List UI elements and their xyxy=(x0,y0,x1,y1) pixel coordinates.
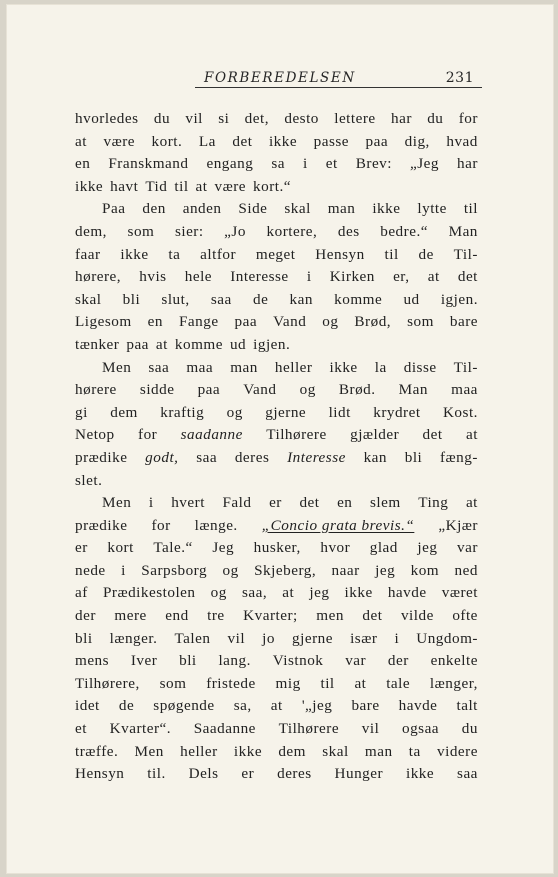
text-word: saa xyxy=(148,358,170,376)
text-word: faar xyxy=(75,245,101,263)
text-word: har xyxy=(457,155,478,173)
text-word: det xyxy=(457,268,478,286)
text-word: ogsaa xyxy=(401,720,440,738)
text-word: prædike xyxy=(75,516,128,534)
text-word: talt xyxy=(456,697,478,715)
text-word: være xyxy=(103,132,136,150)
running-title: FORBEREDELSEN xyxy=(204,70,356,86)
text-word: prædike xyxy=(75,448,128,466)
text-word: La xyxy=(198,132,216,150)
text-word: slut, xyxy=(161,290,190,308)
text-word: Side xyxy=(238,200,268,218)
text-line xyxy=(75,628,478,651)
text-word: for xyxy=(138,426,158,444)
text-word: længe. xyxy=(194,516,238,534)
text-word: kraftig xyxy=(160,403,205,421)
text-word: Paa xyxy=(102,200,126,218)
text-word: hele xyxy=(184,268,213,286)
text-word: bare xyxy=(351,697,380,715)
text-word: ikke xyxy=(75,177,104,195)
body-text xyxy=(75,108,478,786)
text-line xyxy=(75,763,478,786)
text-word: slet. xyxy=(75,471,103,489)
text-word: dig, xyxy=(404,132,430,150)
text-word: kort.“ xyxy=(253,177,292,195)
text-word: Skjeberg, xyxy=(254,561,317,579)
text-word: de xyxy=(252,290,269,308)
text-word: la xyxy=(374,358,387,376)
text-word: Saadanne xyxy=(193,720,256,738)
text-word: deres xyxy=(234,448,270,466)
text-word: det xyxy=(362,607,383,625)
text-line xyxy=(75,424,478,447)
text-word: ikke xyxy=(405,765,435,783)
text-word: sa xyxy=(271,155,285,173)
text-word: Men xyxy=(102,494,132,512)
text-word: hvor xyxy=(320,539,351,557)
text-word: komme xyxy=(334,290,383,308)
text-word: Kvarter; xyxy=(243,607,298,625)
text-word: vil xyxy=(227,629,246,647)
text-word: tale xyxy=(386,674,411,692)
text-word: engang xyxy=(206,155,254,173)
text-word: Hunger xyxy=(334,765,384,783)
text-line xyxy=(75,221,478,244)
text-word: det, xyxy=(244,110,270,127)
text-word: træffe. xyxy=(75,742,119,760)
text-word: af xyxy=(75,584,88,602)
text-word: ikke xyxy=(329,358,358,376)
text-word: at xyxy=(354,674,367,692)
text-line xyxy=(75,108,478,131)
text-word: Til- xyxy=(453,245,478,263)
page-number: 231 xyxy=(445,70,474,86)
text-word: at xyxy=(195,177,208,195)
text-word: lang. xyxy=(218,652,251,670)
text-word: en xyxy=(337,494,353,512)
text-word: dem xyxy=(110,403,138,421)
text-word: tre xyxy=(207,607,225,625)
text-word: at xyxy=(427,268,440,286)
text-word: især xyxy=(350,629,378,647)
text-word: ud xyxy=(229,335,247,353)
text-word: maa xyxy=(186,358,214,376)
text-line xyxy=(75,650,478,673)
text-word: Jeg xyxy=(212,539,235,557)
text-word: og xyxy=(222,561,239,579)
text-word: havde xyxy=(398,697,438,715)
text-word: det xyxy=(422,426,443,444)
text-word: Tilhørere xyxy=(278,720,340,738)
text-line xyxy=(75,718,478,741)
text-word: i xyxy=(303,155,308,173)
text-line xyxy=(75,357,478,380)
text-word: heller xyxy=(180,742,218,760)
text-word: i xyxy=(121,561,126,579)
text-word: nede xyxy=(75,561,106,579)
text-word: spøgende xyxy=(153,697,215,715)
text-word: des xyxy=(337,222,360,240)
text-word: at xyxy=(155,335,168,353)
text-word: at xyxy=(270,697,283,715)
text-word: tænker xyxy=(75,335,120,353)
text-word: Brød. xyxy=(338,381,376,399)
text-line xyxy=(75,176,478,199)
text-word: altfor xyxy=(200,245,237,263)
text-word: gjælder xyxy=(350,426,400,444)
text-word: mere xyxy=(114,607,147,625)
text-word: Fange xyxy=(178,313,219,331)
text-line xyxy=(75,605,478,628)
text-word: Talen xyxy=(174,629,211,647)
text-word: saa xyxy=(196,448,218,466)
text-word: Hensyn xyxy=(315,245,365,263)
text-word: husker, xyxy=(253,539,301,557)
text-word: længer, xyxy=(429,674,478,692)
text-word: ned xyxy=(454,561,478,579)
text-word: Interesse xyxy=(230,268,289,286)
text-word: man xyxy=(327,200,356,218)
text-word: videre xyxy=(437,742,478,760)
text-word: Ungdom- xyxy=(416,629,478,647)
text-word: er xyxy=(241,765,255,783)
text-word: gjerne xyxy=(265,403,307,421)
text-word: bedre.“ xyxy=(380,222,428,240)
text-line xyxy=(75,402,478,425)
text-word: de xyxy=(418,245,434,263)
text-word: Vand xyxy=(273,313,307,331)
text-word: i xyxy=(148,494,154,512)
text-word: Tilhørere xyxy=(266,426,327,444)
text-word: ikke xyxy=(344,584,373,602)
text-word: godt, xyxy=(145,448,179,466)
text-word: skal xyxy=(322,742,349,760)
text-word: jo xyxy=(262,629,275,647)
text-word: Men xyxy=(134,742,164,760)
text-word: hvis xyxy=(139,268,167,286)
text-word: ta xyxy=(168,245,181,263)
text-word: bli xyxy=(179,652,197,670)
text-word: Men xyxy=(102,358,132,376)
text-word: bli xyxy=(404,448,423,466)
text-word: bare xyxy=(449,313,478,331)
text-word: du xyxy=(461,720,478,738)
book-page xyxy=(6,4,554,874)
text-word: idet xyxy=(75,697,100,715)
text-word: saa xyxy=(457,765,478,783)
text-word: end xyxy=(165,607,189,625)
text-word: til xyxy=(320,674,335,692)
text-word: hørere, xyxy=(75,268,122,286)
text-word: været xyxy=(441,584,478,602)
text-word: igjen. xyxy=(440,290,478,308)
text-word: ikke xyxy=(268,132,298,150)
text-line xyxy=(75,153,478,176)
text-word: et xyxy=(325,155,338,173)
text-word: ofte xyxy=(452,607,478,625)
text-word: glad xyxy=(369,539,398,557)
text-word: bli xyxy=(75,629,93,647)
text-line xyxy=(75,379,478,402)
text-word: at xyxy=(465,494,478,512)
text-word: sidde xyxy=(139,381,175,399)
text-word: kort. xyxy=(151,132,183,150)
text-word: meget xyxy=(255,245,296,263)
text-word: længer. xyxy=(109,629,158,647)
text-word: der xyxy=(75,607,96,625)
text-word: er xyxy=(269,494,282,512)
text-word: lettere xyxy=(334,110,376,127)
text-word: du xyxy=(153,110,171,127)
text-word: anden xyxy=(182,200,222,218)
text-word: som xyxy=(407,313,434,331)
text-word: hørere xyxy=(75,381,117,399)
text-word: og xyxy=(322,313,339,331)
text-word: de xyxy=(118,697,135,715)
text-word: Brev: xyxy=(355,155,392,173)
text-word: dem, xyxy=(75,222,107,240)
text-word: som xyxy=(159,674,187,692)
text-word: Ligesom xyxy=(75,313,132,331)
text-word: '„jeg xyxy=(301,697,333,715)
text-word: paa xyxy=(365,132,389,150)
text-line xyxy=(75,131,478,154)
text-word: saa xyxy=(210,290,232,308)
text-word: paa xyxy=(126,335,149,353)
text-line xyxy=(75,289,478,312)
text-word: Hensyn xyxy=(75,765,125,783)
text-word: ta xyxy=(408,742,421,760)
text-word: saadanne xyxy=(180,426,243,444)
text-line xyxy=(75,537,478,560)
text-word: for xyxy=(151,516,171,534)
text-word: hvad xyxy=(446,132,478,150)
text-word: er, xyxy=(393,268,410,286)
text-word: Man xyxy=(448,222,478,240)
text-word: vilde xyxy=(400,607,434,625)
text-word: hvorledes xyxy=(75,110,139,127)
text-word: passe xyxy=(313,132,350,150)
text-word: er xyxy=(75,539,88,557)
text-word: kort xyxy=(107,539,134,557)
text-word: og xyxy=(299,381,316,399)
text-word: slem xyxy=(369,494,401,512)
text-word: man xyxy=(230,358,258,376)
text-line xyxy=(75,741,478,764)
text-line xyxy=(75,334,478,357)
text-word: Fald xyxy=(222,494,252,512)
text-line xyxy=(75,695,478,718)
text-word: maa xyxy=(451,381,478,399)
text-line xyxy=(75,266,478,289)
text-word: Tilhørere, xyxy=(75,674,140,692)
text-word: et xyxy=(75,720,87,738)
text-line xyxy=(75,492,478,515)
text-word: havde xyxy=(387,584,427,602)
text-word: naar xyxy=(331,561,360,579)
text-word: var xyxy=(345,652,367,670)
text-line xyxy=(75,515,478,538)
text-word: at xyxy=(75,132,87,150)
text-word: fæng- xyxy=(439,448,478,466)
text-word: desto xyxy=(284,110,319,127)
text-word: den xyxy=(142,200,166,218)
text-line xyxy=(75,560,478,583)
text-word: jeg xyxy=(417,539,438,557)
text-word: Franskmand xyxy=(108,155,189,173)
text-word: kan xyxy=(289,290,313,308)
text-word: hvert xyxy=(171,494,205,512)
text-word: lidt xyxy=(328,403,351,421)
text-word: disse xyxy=(403,358,437,376)
text-line xyxy=(75,470,478,493)
text-line xyxy=(75,311,478,334)
text-word: i xyxy=(394,629,400,647)
text-word: man xyxy=(364,742,393,760)
text-word: deres xyxy=(277,765,312,783)
text-word: Man xyxy=(398,381,429,399)
text-word: igjen. xyxy=(253,335,291,353)
text-word: mig xyxy=(275,674,301,692)
text-word: du xyxy=(427,110,444,127)
text-word: en xyxy=(75,155,91,173)
text-word: det xyxy=(299,494,320,512)
text-word: sa, xyxy=(233,697,252,715)
text-word: Ting xyxy=(418,494,449,512)
text-word: bli xyxy=(122,290,141,308)
text-word: og xyxy=(210,584,227,602)
text-word: „Jo xyxy=(224,222,246,240)
text-word: si xyxy=(218,110,230,127)
text-word: og xyxy=(226,403,243,421)
text-word: Tid xyxy=(145,177,168,195)
text-line xyxy=(75,582,478,605)
text-word: paa xyxy=(234,313,258,331)
text-word: mens xyxy=(75,652,110,670)
text-word: Kost. xyxy=(442,403,478,421)
text-word: Interesse xyxy=(287,448,346,466)
text-word: Brød, xyxy=(354,313,392,331)
text-word: paa xyxy=(197,381,221,399)
text-line xyxy=(75,447,478,470)
text-word: Kirken xyxy=(329,268,375,286)
text-line xyxy=(75,673,478,696)
text-word: jeg xyxy=(309,584,330,602)
text-word: „Jeg xyxy=(410,155,440,173)
text-word: som xyxy=(127,222,155,240)
header-rule xyxy=(195,87,482,88)
text-word: kom xyxy=(410,561,440,579)
text-word: Dels xyxy=(188,765,219,783)
text-word: en xyxy=(147,313,163,331)
text-word: for xyxy=(458,110,478,127)
text-word: Kvarter“. xyxy=(109,720,172,738)
text-word: gi xyxy=(75,403,88,421)
text-word: til xyxy=(174,177,189,195)
text-line xyxy=(75,198,478,221)
text-word: Vistnok xyxy=(272,652,324,670)
text-word: kortere, xyxy=(266,222,318,240)
text-word: havt xyxy=(110,177,139,195)
text-word: der xyxy=(387,652,409,670)
text-word: være xyxy=(214,177,247,195)
page-header xyxy=(74,62,482,90)
text-word: komme xyxy=(174,335,223,353)
text-word: Sarpsborg xyxy=(141,561,208,579)
text-word: vil xyxy=(361,720,380,738)
text-word: til xyxy=(384,245,399,263)
text-word: men xyxy=(316,607,344,625)
text-word: „Concio grata brevis.“ xyxy=(261,516,415,534)
text-line xyxy=(75,244,478,267)
text-word: jeg xyxy=(375,561,396,579)
text-word: til. xyxy=(147,765,166,783)
text-word: ikke xyxy=(372,200,401,218)
text-word: Vand xyxy=(243,381,277,399)
text-word: kan xyxy=(363,448,387,466)
text-word: skal xyxy=(75,290,102,308)
text-word: i xyxy=(306,268,312,286)
text-word: skal xyxy=(284,200,311,218)
text-word: vil xyxy=(185,110,203,127)
text-word: Netop xyxy=(75,426,115,444)
text-word: har xyxy=(390,110,412,127)
text-word: Til- xyxy=(453,358,478,376)
text-word: Iver xyxy=(130,652,158,670)
text-word: krydret xyxy=(373,403,421,421)
text-word: ikke xyxy=(120,245,149,263)
text-word: lytte xyxy=(417,200,447,218)
text-word: at xyxy=(466,426,478,444)
text-word: heller xyxy=(274,358,313,376)
text-word: Tale.“ xyxy=(153,539,193,557)
text-word: fristede xyxy=(206,674,256,692)
text-word: var xyxy=(457,539,478,557)
text-word: ud xyxy=(403,290,420,308)
text-word: ikke xyxy=(233,742,263,760)
text-word: enkelte xyxy=(430,652,478,670)
text-word: saa, xyxy=(241,584,268,602)
text-word: gjerne xyxy=(292,629,333,647)
text-word: dem xyxy=(278,742,306,760)
text-word: det xyxy=(232,132,253,150)
text-word: „Kjær xyxy=(438,516,478,534)
text-word: Prædikestolen xyxy=(102,584,196,602)
text-word: sier: xyxy=(174,222,204,240)
text-word: til xyxy=(463,200,478,218)
text-word: at xyxy=(282,584,295,602)
